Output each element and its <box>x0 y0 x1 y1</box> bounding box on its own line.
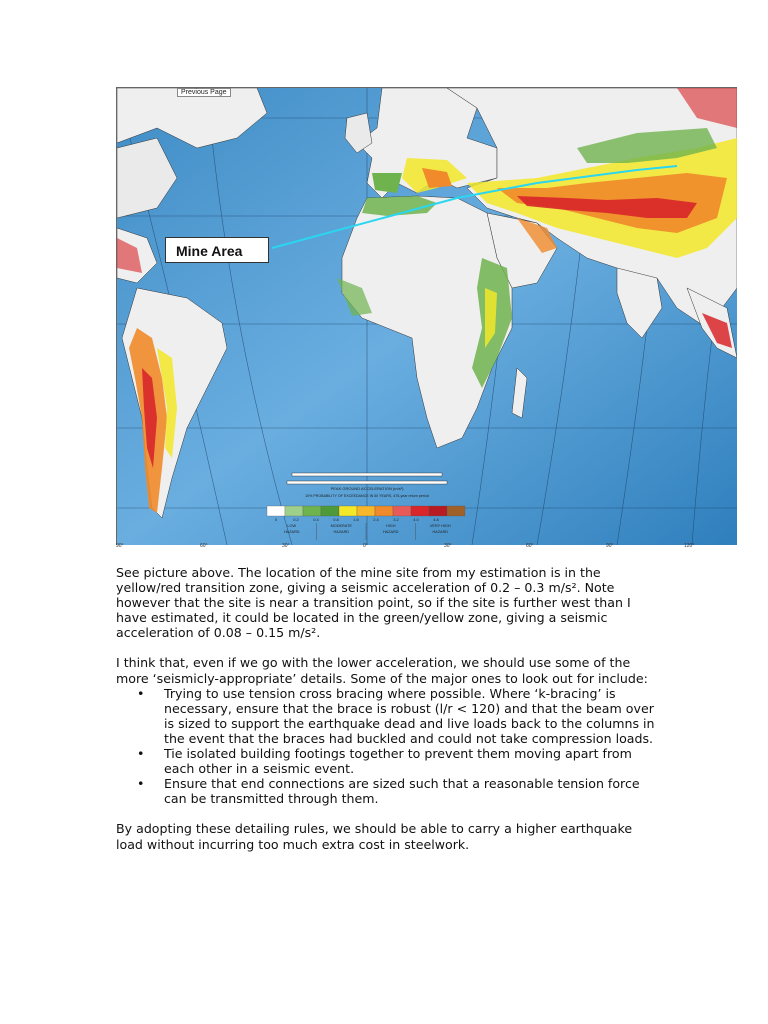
world-map-graphic <box>117 88 737 545</box>
legend-swatch <box>285 506 303 516</box>
previous-page-link[interactable]: Previous Page <box>177 88 231 97</box>
legend-value-label: 0.2 <box>293 517 299 522</box>
legend-category-label: HAZARD <box>283 530 300 534</box>
legend-swatch <box>447 506 465 516</box>
legend-swatch <box>375 506 393 516</box>
legend-value-label: 0 <box>274 517 278 522</box>
mine-area-label: Mine Area <box>165 237 269 263</box>
legend-category-label: LOW <box>287 524 297 528</box>
legend-swatch <box>393 506 411 516</box>
legend-value-label: 3.2 <box>393 517 399 522</box>
legend-swatch <box>321 506 339 516</box>
legend-category-label: HAZARD <box>333 530 350 534</box>
longitude-labels <box>116 542 736 552</box>
legend-value-label: 1.6 <box>353 517 359 522</box>
lon-label: 90° <box>116 543 124 549</box>
paragraph-site-location: See picture above. The location of the mine site from my estimation is in the yellow/red transition zone, giving a seismic acceleration of 0.2 – 0.3 m/s². Note however that the site is near a transition point, so if the site is further west than I have estimated, it could be located in the green/yellow zone, giving a seismic acceleration of 0.08 – 0.15 m/s². <box>116 565 631 641</box>
legend-subtitle: 10% PROBABILITY OF EXCEEDANCE IN 50 YEARS, 475-year return period <box>305 494 429 498</box>
legend-category-label: HIGH <box>386 524 396 528</box>
paragraph-conclusion: By adopting these detailing rules, we should be able to carry a higher earthquake load without incurring too much extra cost in steelwork. <box>116 821 633 852</box>
legend-swatch <box>411 506 429 516</box>
legend-category-label: VERY HIGH <box>429 524 451 528</box>
legend-swatch <box>357 506 375 516</box>
legend-value-label: 4.8 <box>433 517 439 522</box>
legend-category-label: HAZARD <box>432 530 449 534</box>
legend-category-label: HAZARD <box>382 530 399 534</box>
iberia-hazard-green <box>372 173 402 193</box>
legend-value-label: 4.0 <box>413 517 419 522</box>
lon-label: 30° <box>444 543 452 549</box>
legend-value-label: 0.4 <box>313 517 319 522</box>
list-item: • Ensure that end connections are sized such that a reasonable tension force can be transmitted through them. <box>164 776 656 806</box>
lon-label: 60° <box>200 543 208 549</box>
lon-label: 120° <box>684 543 695 549</box>
lon-label: 30° <box>282 543 290 549</box>
seismic-hazard-map <box>116 87 737 545</box>
legend-category-label: MODERATE <box>330 524 352 528</box>
document-body <box>116 565 656 867</box>
legend-swatch <box>339 506 357 516</box>
legend-value-label: 0.8 <box>333 517 339 522</box>
lon-label: 0° <box>363 543 368 549</box>
lon-label: 60° <box>526 543 534 549</box>
legend-swatch <box>303 506 321 516</box>
lon-label: 90° <box>606 543 614 549</box>
list-item: • Tie isolated building footings together to prevent them moving apart from each other in a seismic event. <box>164 746 656 776</box>
legend-swatch <box>429 506 447 516</box>
list-item: • Trying to use tension cross bracing where possible. Where ‘k-bracing’ is necessary, ensure that the brace is robust (l/r < 120) and that the beam over is sized to support the earthquake dead and live loads back to the columns in the event that the braces had buckled and could not take compression loads. <box>164 686 656 746</box>
legend-title: PEAK GROUND ACCELERATION (m/s²) <box>330 486 404 491</box>
legend-swatch <box>267 506 285 516</box>
legend-value-label: 2.4 <box>373 517 379 522</box>
detailing-list <box>116 686 656 807</box>
paragraph-recommendation: I think that, even if we go with the lower acceleration, we should use some of the more ‘seismicly-appropriate’ details. Some of the major ones to look out for include: <box>116 655 648 686</box>
